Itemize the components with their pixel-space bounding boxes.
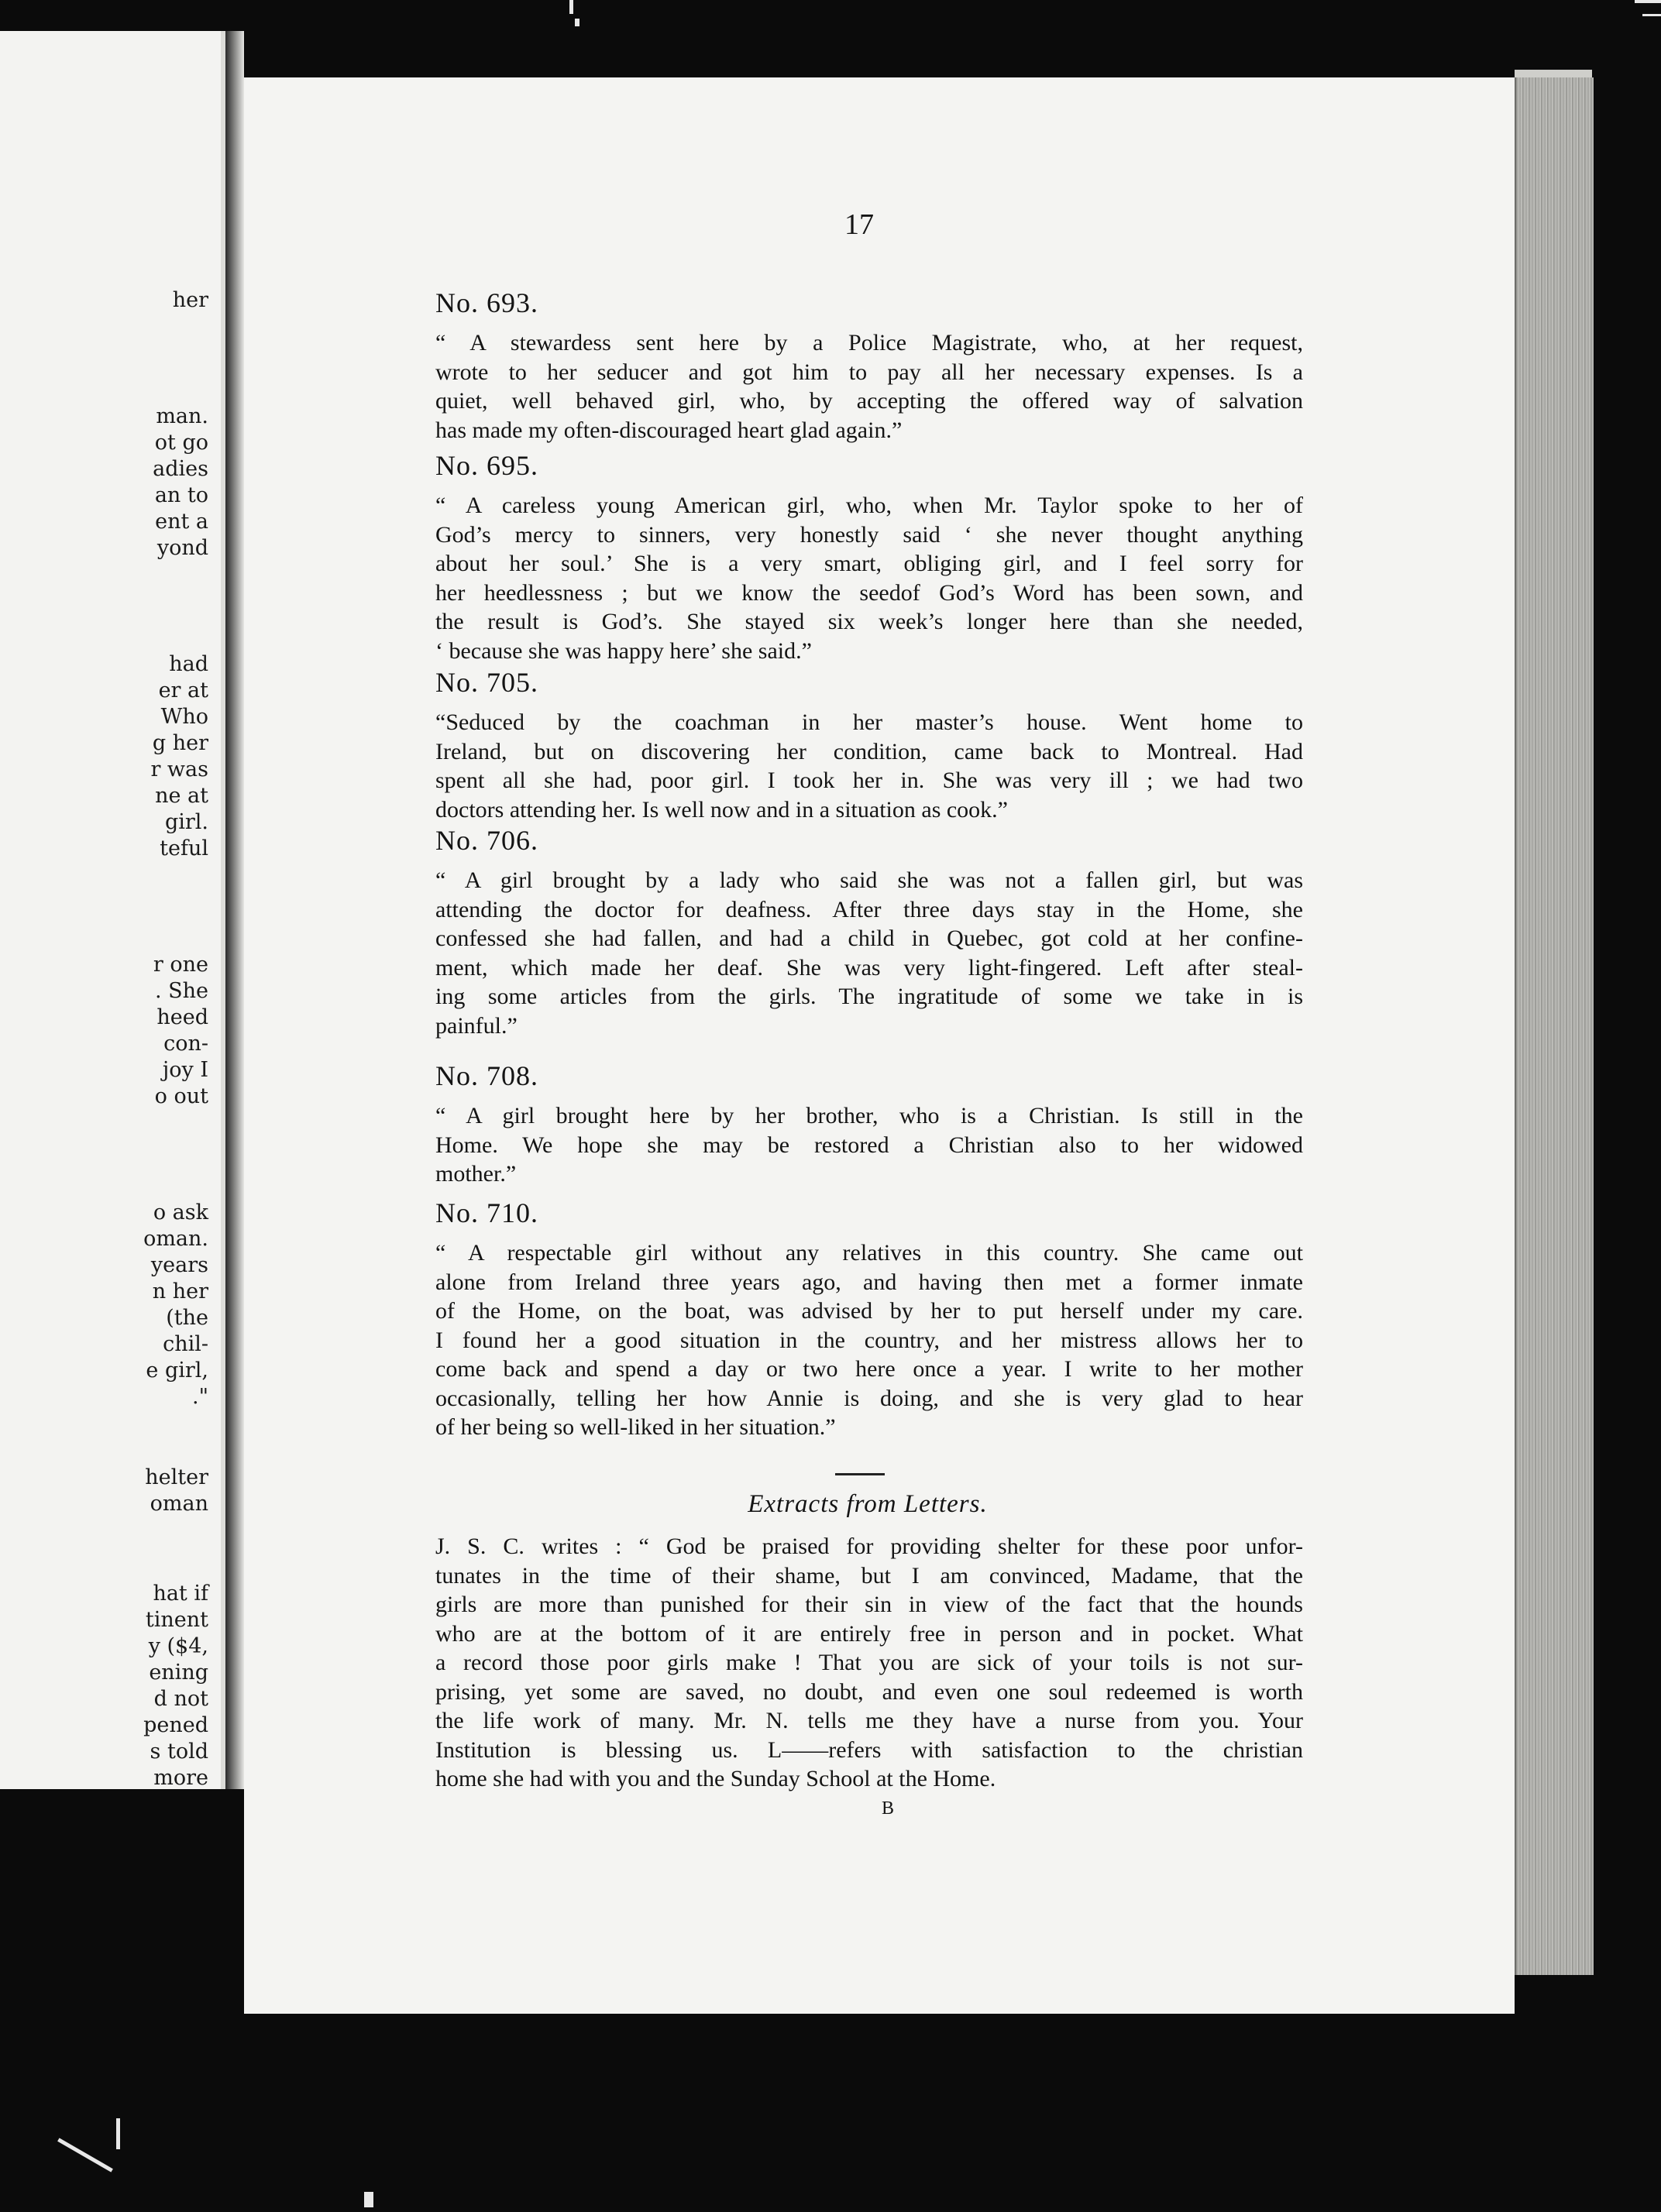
left-page-text-fragment: (the [166, 1306, 208, 1330]
left-page-text-fragment: r was [150, 757, 208, 781]
entry-paragraph [435, 866, 1303, 1040]
entry-heading: No. 695. [435, 450, 538, 481]
left-page-text-fragment: ot go [154, 431, 208, 455]
left-page-text-fragment: chil- [163, 1332, 208, 1356]
entry-heading: No. 705. [435, 667, 538, 698]
dust-speck [364, 2192, 373, 2207]
left-page-text-fragment: pened [143, 1713, 208, 1737]
entry-paragraph [435, 328, 1303, 445]
text-line: Home. We hope she may be restored a Christian also to her widowed [435, 1132, 1303, 1158]
left-page-text-fragment: ." [191, 1385, 208, 1409]
text-line: Institution is blessing us. L——refers with satisfaction to the christian [435, 1736, 1303, 1763]
text-line: the result is God’s. She stayed six week’s longer here than she needed, [435, 609, 1303, 634]
left-page-text-fragment: helter [145, 1465, 208, 1489]
left-page-text-fragment: n her [152, 1279, 208, 1304]
entry-heading: No. 710. [435, 1197, 538, 1228]
text-line: attending the doctor for deafness. After three days stay in the Home, she [435, 896, 1303, 922]
left-page-text-fragment: oman. [143, 1227, 208, 1251]
left-page-text-fragment: had [169, 652, 208, 676]
left-page-text-fragment: an to [154, 483, 208, 507]
text-line: girls are more than punished for their sin in view of the fact that the hounds [435, 1592, 1303, 1617]
left-page-text-fragment: adies [153, 457, 208, 481]
entry-heading: No. 693. [435, 287, 538, 318]
text-line: Ireland, but on discovering her condition, came back to Montreal. Had [435, 738, 1303, 764]
left-page-text-fragment: heed [156, 1005, 208, 1029]
left-page-text-fragment: Who [160, 705, 208, 729]
text-line: her heedlessness ; but we know the seedof God’s Word has been sown, and [435, 579, 1303, 606]
left-page-text-fragment: more [153, 1766, 208, 1789]
text-line: “ A stewardess sent here by a Police Magistrate, who, at her request, [435, 330, 1303, 356]
dust-speck [57, 2138, 113, 2172]
book-gutter [225, 31, 244, 1789]
text-line: tunates in the time of their shame, but I am convinced, Madame, that the [435, 1562, 1303, 1589]
text-line: ing some articles from the girls. The ingratitude of some we take in is [435, 984, 1303, 1009]
text-line: confessed she had fallen, and had a child in Quebec, got cold at her confine- [435, 926, 1303, 951]
text-line: quiet, well behaved girl, who, by accepting the offered way of salvation [435, 388, 1303, 414]
text-line: about her soul.’ She is a very smart, obliging girl, and I feel sorry for [435, 551, 1303, 576]
left-page-text-fragment: tinent [145, 1608, 208, 1632]
page-number: 17 [844, 208, 874, 241]
left-page-text-fragment: ne at [155, 784, 208, 808]
text-line: of the Home, on the boat, was advised by her to put herself under my care. [435, 1298, 1303, 1324]
text-line: “ A girl brought here by her brother, who is a Christian. Is still in the [435, 1103, 1303, 1128]
left-page-text-fragment: o out [154, 1084, 208, 1108]
text-line: occasionally, telling her how Annie is doing, and she is very glad to hear [435, 1385, 1303, 1411]
text-line: mother.” [435, 1161, 517, 1187]
left-page-text-fragment: o ask [153, 1200, 208, 1224]
left-page-text-fragment: d not [153, 1687, 208, 1711]
dust-speck [1642, 14, 1661, 16]
extracts-heading: Extracts from Letters. [748, 1490, 988, 1518]
left-page-text-fragment: ening [149, 1661, 208, 1685]
signature-mark: B [882, 1798, 895, 1819]
left-page-text-fragment: y ($4, [148, 1634, 208, 1658]
left-page-text-fragment: man. [156, 404, 208, 428]
entry-heading: No. 708. [435, 1060, 538, 1091]
text-line: prising, yet some are saved, no doubt, and even one soul redeemed is worth [435, 1678, 1303, 1705]
extracts-paragraph [435, 1532, 1303, 1794]
text-line: come back and spend a day or two here once a year. I write to her mother [435, 1356, 1303, 1382]
section-divider [835, 1473, 885, 1475]
left-page-text-fragment: yond [156, 536, 208, 560]
text-line: God’s mercy to sinners, very honestly said ‘ she never thought anything [435, 521, 1303, 548]
left-page-text-fragment: hat if [153, 1582, 208, 1606]
entry-paragraph [435, 1101, 1303, 1189]
text-line: “ A girl brought by a lady who said she was not a fallen girl, but was [435, 867, 1303, 893]
text-line: home she had with you and the Sunday School at the Home. [435, 1766, 996, 1791]
text-line: the life work of many. Mr. N. tells me they have a nurse from you. Your [435, 1708, 1303, 1733]
text-line: ‘ because she was happy here’ she said.” [435, 637, 812, 664]
entry-heading: No. 706. [435, 825, 538, 856]
text-line: of her being so well-liked in her situation.” [435, 1414, 836, 1440]
text-line: a record those poor girls make ! That you are sick of your toils is not sur- [435, 1650, 1303, 1675]
left-page-text-fragment: g her [152, 731, 208, 755]
left-page-text-fragment: s told [150, 1740, 208, 1764]
text-line: “Seduced by the coachman in her master’s house. Went home to [435, 709, 1303, 735]
entry-paragraph [435, 1238, 1303, 1442]
left-page-text-fragment: r one [153, 953, 208, 977]
text-line: doctors attending her. Is well now and in a situation as cook.” [435, 796, 1008, 823]
text-line: I found her a good situation in the country, and her mistress allows her to [435, 1327, 1303, 1353]
entry-paragraph [435, 708, 1303, 824]
left-page-text-fragment: joy I [162, 1058, 208, 1082]
text-line: has made my often-discouraged heart glad again.” [435, 417, 903, 443]
dust-speck [1635, 0, 1661, 3]
dust-speck [569, 0, 573, 14]
text-line: “ A respectable girl without any relatives in this country. She came out [435, 1240, 1303, 1266]
left-page-text-fragment: girl. [164, 810, 208, 834]
dust-speck [116, 2118, 120, 2149]
text-line: painful.” [435, 1012, 518, 1039]
text-line: ment, which made her deaf. She was very light-fingered. Left after steal- [435, 954, 1303, 981]
left-page-fragment [0, 31, 225, 1789]
left-page-text-fragment: con- [163, 1032, 208, 1056]
left-page-text-fragment: . She [154, 979, 208, 1003]
dust-speck [575, 19, 579, 26]
left-page-text-fragment: her [172, 288, 208, 312]
page-block-edge [1515, 77, 1594, 1975]
text-line: “ A careless young American girl, who, when Mr. Taylor spoke to her of [435, 493, 1303, 518]
left-page-text-fragment: teful [160, 836, 208, 860]
text-line: wrote to her seducer and got him to pay all her necessary expenses. Is a [435, 359, 1303, 385]
left-page-text-fragment: ent a [155, 510, 208, 534]
text-line: alone from Ireland three years ago, and having then met a former inmate [435, 1269, 1303, 1295]
text-line: who are at the bottom of it are entirely free in person and in pocket. What [435, 1620, 1303, 1647]
left-page-text-fragment: er at [158, 678, 208, 702]
entry-paragraph [435, 491, 1303, 665]
left-page-text-fragment: oman [150, 1492, 208, 1516]
left-page-text-fragment: years [150, 1253, 208, 1277]
left-page-text-fragment: e girl, [146, 1358, 208, 1382]
text-line: J. S. C. writes : “ God be praised for providing shelter for these poor unfor- [435, 1534, 1303, 1559]
text-line: spent all she had, poor girl. I took her in. She was very ill ; we had two [435, 768, 1303, 793]
